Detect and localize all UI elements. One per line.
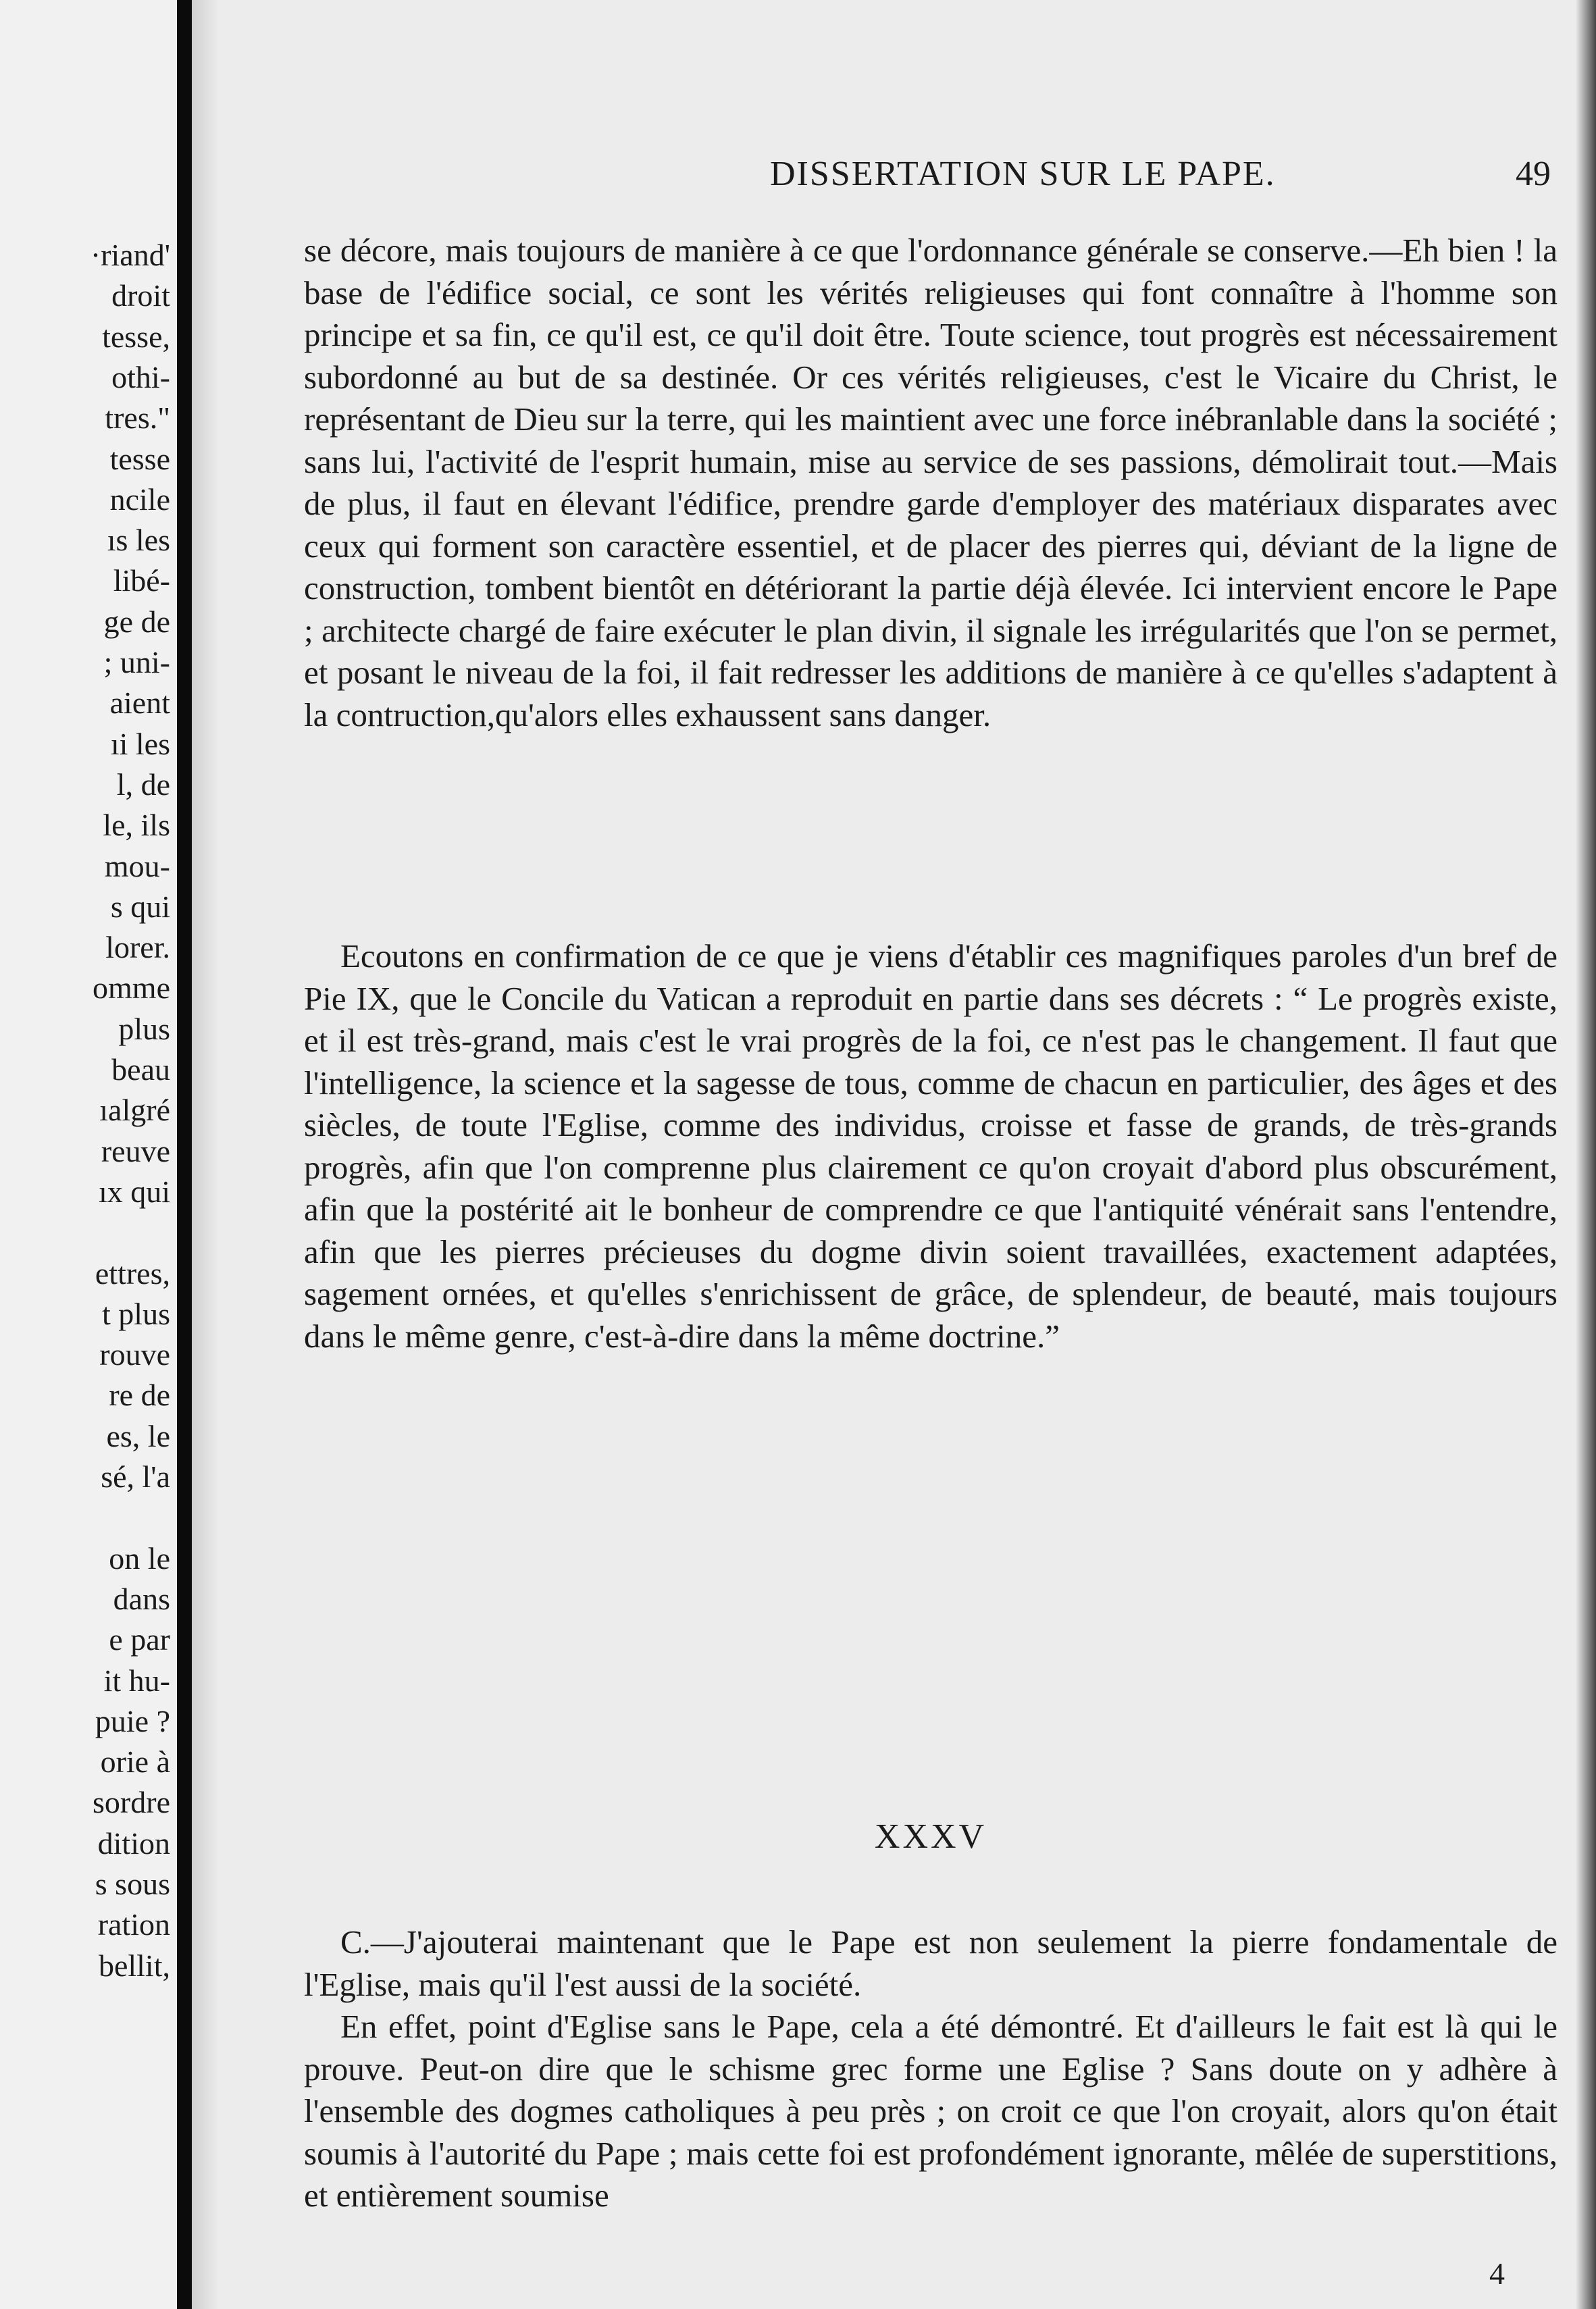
facing-page-line: lorer.: [105, 930, 170, 965]
gutter-shadow: [192, 0, 219, 2309]
facing-page-line: on le: [109, 1540, 170, 1576]
facing-page-line: plus: [118, 1011, 170, 1046]
facing-page-line: aient: [109, 685, 170, 721]
facing-page-line: tesse,: [102, 319, 170, 354]
page-edge-shadow: [1576, 0, 1596, 2309]
facing-page-line: dans: [113, 1581, 170, 1616]
facing-page-line: tesse: [109, 441, 170, 476]
facing-page-line: orie à: [100, 1744, 170, 1780]
facing-page-line: le, ils: [103, 808, 170, 843]
facing-page-line: ıalgré: [99, 1093, 170, 1128]
facing-page-line: ettres,: [95, 1255, 170, 1291]
page-header: [304, 154, 1558, 208]
book-page: [219, 0, 1576, 2309]
signature-mark: 4: [1489, 2256, 1505, 2291]
facing-page-line: puie ?: [95, 1703, 170, 1738]
facing-page-line: es, le: [106, 1418, 170, 1453]
facing-page-line: it hu-: [103, 1663, 170, 1698]
paragraph-3: C.—J'ajouterai maintenant que le Pape est non seulement la pierre fondamentale de l'Eglise, mais qu'il l'est aussi de la société.: [304, 1923, 1558, 2003]
paragraph-2: Ecoutons en confirmation de ce que je viens d'établir ces magnifiques paroles d'un bref de Pie IX, que le Concile du Vatican a reproduit en partie dans ses décrets : “ Le progrès existe, et il est très-grand, mais c'est le vrai progrès de la foi, ce n'est pas le changement. Il faut que l'intelligence, la science et la sagesse de tous, comme de chacun en particulier, des âges et des siècles, de toute l'Eglise, comme des individus, croisse et fasse de grands, de très-grands progrès, afin que l'on comprenne plus clairement ce qu'on croyait d'abord plus obscurément, afin que la postérité ait le bonheur de comprendre ce que l'antiquité vénérait sans l'entendre, afin que les pierres précieuses du dogme divin soient travaillées, exactement adaptées, sagement ornées, et qu'elles s'enrichissent de grâce, de splendeur, de beauté, mais toujours dans le même genre, c'est-à-dire dans la même doctrine.”: [304, 937, 1558, 1355]
facing-page-line: sé, l'a: [101, 1459, 170, 1494]
book-gutter: [177, 0, 192, 2309]
facing-page-line: l, de: [116, 767, 170, 802]
facing-page-line: e par: [109, 1622, 170, 1657]
running-title: DISSERTATION SUR LE PAPE.: [770, 155, 1276, 193]
facing-page-line: ıs les: [107, 523, 170, 558]
facing-page-line: ıi les: [110, 726, 170, 761]
facing-page-line: othi-: [111, 359, 170, 394]
facing-page-line: ; uni-: [103, 645, 170, 679]
facing-page-line: t plus: [102, 1296, 170, 1331]
facing-page-line: ration: [97, 1907, 170, 1942]
facing-page-line: omme: [93, 970, 170, 1006]
facing-page-line: droit: [111, 278, 170, 313]
facing-page-line: ncile: [109, 482, 170, 517]
facing-page-line: ge de: [103, 604, 170, 639]
facing-page-line: ·riand': [90, 238, 170, 272]
facing-page-line: rouve: [99, 1337, 170, 1372]
facing-page-line: bellit,: [98, 1948, 170, 1983]
facing-page-line: mou-: [104, 848, 170, 883]
paragraph-4: En effet, point d'Eglise sans le Pape, cela a été démontré. Et d'ailleurs le fait est là qui le prouve. Peut-on dire que le schisme grec forme une Eglise ? Sans doute on y adhère à l'ensemble des dogmes catholiques à peu près ; on croit ce que l'on croyait, alors qu'on était soumis à l'autorité du Pape ; mais cette foi est profondément ignorante, mêlée de superstitions, et entièrement soumise: [304, 2008, 1558, 2214]
facing-page-line: reuve: [101, 1133, 170, 1168]
facing-page-line: libé-: [113, 563, 170, 598]
facing-page-line: ıx qui: [98, 1174, 170, 1209]
page-number: 49: [1516, 155, 1551, 193]
facing-page-line: s sous: [95, 1867, 170, 1901]
facing-page-line: re de: [109, 1378, 170, 1413]
paragraph-1: se décore, mais toujours de manière à ce que l'ordonnance générale se conserve.—Eh bien ! la base de l'édifice social, ce sont les vérités religieuses qui font connaître à l'homme son principe et sa fin, ce qu'il est, ce qu'il doit être. Toute science, tout progrès est nécessairement subordonné au but de sa destinée. Or ces vérités religieuses, c'est le Vicaire du Christ, le représentant de Dieu sur la terre, qui les maintient avec une force inébranlable dans la société ; sans lui, l'activité de l'esprit humain, mise au service de ses passions, démolirait tout.—Mais de plus, il faut en élevant l'édifice, prendre garde d'employer des matériaux disparates avec ceux qui forment son caractère essentiel, et de placer des pierres qui, déviant de la ligne de construction, tombent bientôt en détériorant la partie déjà élevée. Ici intervient encore le Pape ; architecte chargé de faire exécuter le plan divin, il signale les irrégularités que l'on se permet, et posant le niveau de la foi, il fait redresser les additions de manière à ce qu'elles s'adaptent à la contruction,qu'alors elles exhaussent sans danger.: [304, 232, 1558, 733]
facing-page-line: beau: [111, 1052, 170, 1087]
facing-page-line: s qui: [110, 889, 170, 924]
facing-page-line: sordre: [93, 1785, 170, 1820]
facing-page-line: tres.": [105, 400, 170, 436]
facing-page-fragment: [0, 0, 177, 2309]
section-heading: XXXV: [874, 1817, 987, 1856]
facing-page-line: dition: [97, 1825, 170, 1861]
